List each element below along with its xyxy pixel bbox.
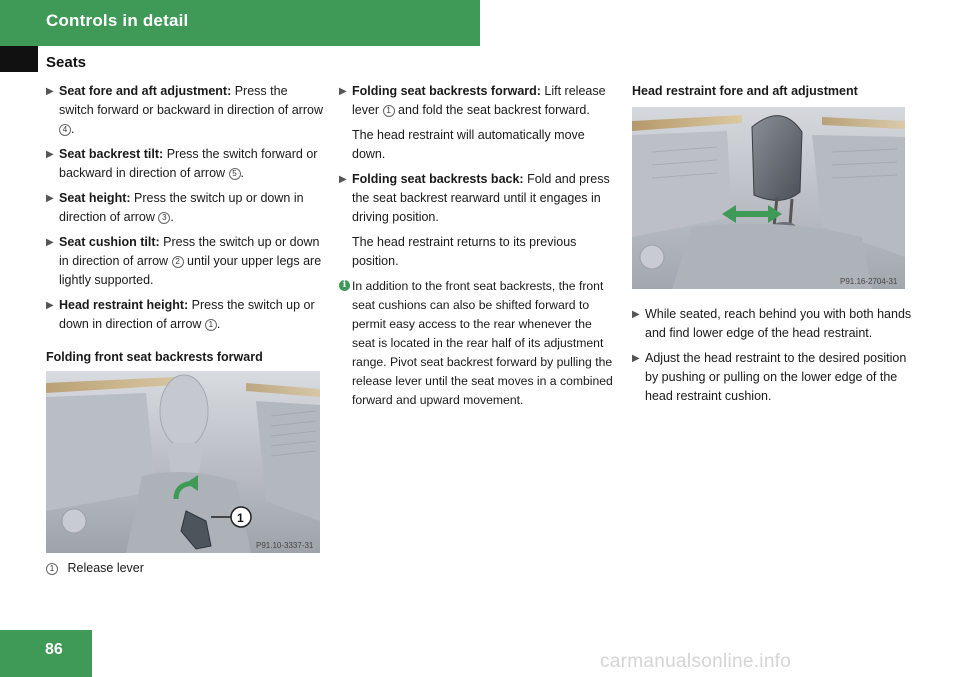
item-heading: Folding seat backrests back:: [352, 172, 524, 186]
info-note: [339, 277, 617, 410]
item-heading: Seat height:: [59, 191, 131, 205]
item-text: Press the switch up or down in direction of arrow: [59, 298, 315, 331]
section-title: Seats: [46, 54, 87, 71]
item-text: Press the switch up or down in direction of arrow: [59, 191, 304, 224]
paragraph: The head restraint will automatically move down.: [352, 128, 585, 161]
figure-code: P91.16-2704-31: [840, 277, 898, 286]
release-lever-callout-number: 1: [237, 511, 244, 525]
item-heading: Seat fore and aft adjustment:: [59, 84, 232, 98]
item-text: While seated, reach behind you with both hands and find lower edge of the head restraint.: [645, 307, 912, 340]
item-text: .: [216, 317, 221, 331]
watermark-text: carmanualsonline.info: [600, 651, 792, 672]
bullet-arrow-icon: ▶: [632, 353, 640, 364]
list-item: [46, 233, 324, 290]
head-restraint-photo: [632, 107, 905, 289]
figure-code: P91.10-3337-31: [256, 541, 314, 550]
list-item: [46, 145, 324, 183]
item-text: Press the switch up or down in direction of arrow: [59, 235, 320, 268]
item-heading: Seat backrest tilt:: [59, 147, 164, 161]
list-item: [339, 82, 617, 120]
item-text: Press the switch forward or backward in direction of arrow: [59, 84, 323, 117]
seat-release-lever-photo: [46, 371, 320, 553]
bullet-arrow-icon: ▶: [46, 237, 54, 248]
item-text: Lift release lever: [352, 84, 606, 117]
column-right-steps: [632, 305, 912, 412]
arrow-number-badge: 3: [158, 212, 170, 224]
item-text: Press the switch forward or backward in direction of arrow: [59, 147, 318, 180]
bullet-arrow-icon: ▶: [46, 300, 54, 311]
info-text: In addition to the front seat backrests, the front seat cushions can also be shifted forward to permit easy access to the rear whenever the seat is located in the rear half of its adjustment range. Pivot seat backrest forward by pulling the release lever until the seat moves in a combined forward and upward movement.: [352, 279, 613, 407]
list-item: [46, 82, 324, 139]
list-item: [632, 305, 912, 343]
item-heading: Seat cushion tilt:: [59, 235, 160, 249]
list-item: [46, 296, 324, 334]
item-text: Fold and press the seat backrest rearward until it engages in driving position.: [352, 172, 610, 224]
arrow-number-badge: 1: [205, 319, 217, 331]
arrow-number-badge: 2: [172, 256, 184, 268]
item-text: Adjust the head restraint to the desired position by pushing or pulling on the lower edge of the head restraint cushion.: [645, 351, 907, 403]
subheading-folding-backrests: Folding front seat backrests forward: [46, 350, 263, 364]
bullet-arrow-icon: ▶: [632, 309, 640, 320]
paragraph: The head restraint returns to its previous position.: [352, 235, 577, 268]
subheading-head-restraint: Head restraint fore and aft adjustment: [632, 84, 858, 98]
seat-release-lever-illustration: [46, 371, 320, 553]
list-item: [632, 349, 912, 406]
info-circle-icon: i: [339, 280, 350, 291]
bullet-arrow-icon: ▶: [339, 86, 347, 97]
bullet-arrow-icon: ▶: [339, 174, 347, 185]
lever-number-badge: 1: [383, 105, 395, 117]
item-heading: Folding seat backrests forward:: [352, 84, 541, 98]
item-text: until your upper legs are lightly supported.: [59, 254, 322, 287]
caption-text: Release lever: [67, 561, 144, 575]
column-middle: [339, 82, 617, 410]
item-text: .: [240, 166, 245, 180]
item-text: and fold the seat backrest forward.: [394, 103, 590, 117]
column-left: [46, 82, 324, 377]
arrow-number-badge: 4: [59, 124, 71, 136]
arrow-number-badge: 5: [229, 168, 241, 180]
head-restraint-illustration: [632, 107, 905, 289]
section-tab-marker: [0, 46, 38, 72]
bullet-arrow-icon: ▶: [46, 193, 54, 204]
item-text: .: [71, 122, 75, 136]
list-item: [46, 189, 324, 227]
bullet-arrow-icon: ▶: [46, 149, 54, 160]
chapter-title: Controls in detail: [46, 11, 189, 30]
caption-number-badge: 1: [46, 563, 58, 575]
list-item: [339, 170, 617, 227]
item-heading: Head restraint height:: [59, 298, 189, 312]
item-text: .: [170, 210, 174, 224]
bullet-arrow-icon: ▶: [46, 86, 54, 97]
page-number: 86: [45, 641, 63, 658]
figure-caption: [46, 561, 144, 575]
